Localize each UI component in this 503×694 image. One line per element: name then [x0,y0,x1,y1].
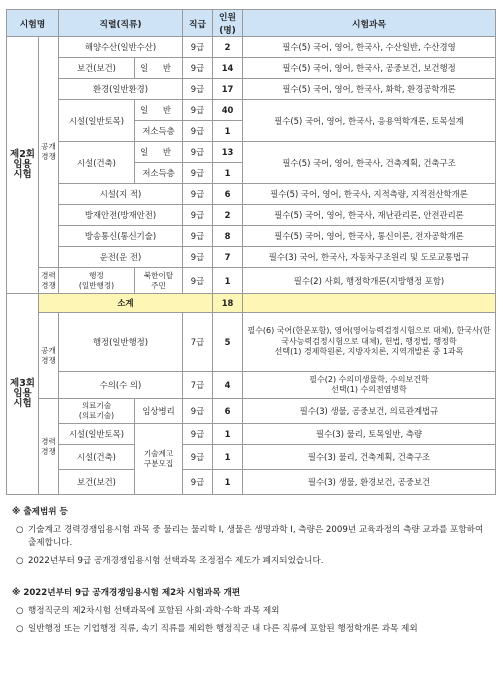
note-item: ○ 기술계고 경력경쟁임용시험 과목 중 물리는 물리학 Ⅰ, 생물은 생명과학 Ⅰ, 측량은 2009년 교육과정의 측량 교과를 포함하여 출제합니다. [16,525,484,548]
table-row: 저소득층 9급 1 [7,121,496,142]
header-subjects: 시험과목 [243,10,496,37]
table-row: 경력 경쟁 의료기술 (의료기술) 임상병리 9급 6 필수(3) 생물, 공중보건, 의료관계법규 [7,399,496,424]
table-row: 공개 경쟁 행정(일반행정) 7급 5 필수(6) 국어(한문포함), 영어(영어능력검정시험으로 대체), 한국사(한국사능력검정시험으로 대체), 헌법, 행정법, 행정학 선택(1) 경제학원론, 지방자치론, 지역개발론 중 1과목 [7,313,496,372]
round2-label: 제2회 임용 시험 [7,37,39,294]
table-row: 시설(건축) 9급 1 필수(3) 물리, 건축계획, 건축구조 [7,445,496,470]
subtotal-row: 제3회 임용 시험 소계 18 [7,294,496,313]
table-row: 저소득층 9급 1 [7,163,496,184]
notes-section [12,506,492,641]
table-row: 시설(일반토목) 일 반 9급 40 필수(5) 국어, 영어, 한국사, 응용역학개론, 토목설계 [7,100,496,121]
table-header-row [7,10,496,37]
note-item: ○ 일반행정 또는 기업행정 직류, 속기 직류를 제외한 행정직군 내 다른 직류에 포함된 행정학개론 과목 제외 [16,624,418,634]
table-row: 수의(수 의) 7급 4 필수(2) 수의미생물학, 수의보건학 선택(1) 수의전염병학 [7,372,496,399]
table-row: 경력 경쟁 행정 (일반행정) 북한이탈 주민 9급 1 필수(2) 사회, 행정학개론(지방행정 포함) [7,268,496,294]
table-row: 시설(건축) 일 반 9급 13 필수(5) 국어, 영어, 한국사, 건축계획, 건축구조 [7,142,496,163]
round3-label: 제3회 임용 시험 [7,294,39,495]
note-item: ○ 2022년부터 9급 공개경쟁임용시험 선택과목 조정점수 제도가 폐지되었습니다. [16,556,324,566]
table-row: 시설(일반토목) 기술계고 구분모집 9급 1 필수(3) 물리, 토목일반, 측량 [7,424,496,445]
scope-title: ※ 출제범위 등 [12,507,68,517]
round3-public-label: 공개 경쟁 [39,313,59,399]
round2-career-label: 경력 경쟁 [39,268,59,294]
header-position: 직렬(직류) [59,10,183,37]
table-row: 보건(보건) 일 반 9급 14 필수(5) 국어, 영어, 한국사, 공중보건, 보건행정 [7,58,496,79]
table-row: 시설(지 적) 9급 6 필수(5) 국어, 영어, 한국사, 지적측량, 지적전산학개론 [7,184,496,205]
exam-subjects-table [6,9,496,495]
table-row: 환경(일반환경) 9급 17 필수(5) 국어, 영어, 한국사, 화학, 환경공학개론 [7,79,496,100]
header-grade: 직급 [183,10,213,37]
header-count: 인원(명) [213,10,243,37]
reform-title: ※ 2022년부터 9급 공개경쟁임용시험 제2차 시험과목 개편 [12,588,241,598]
note-item: ○ 행정직군의 제2차시험 선택과목에 포함된 사회·과학·수학 과목 제외 [16,606,280,616]
round3-career-label: 경력 경쟁 [39,399,59,495]
table-row: 운전(운 전) 9급 7 필수(3) 국어, 한국사, 자동차구조원리 및 도로교통법규 [7,247,496,268]
table-row: 보건(보건) 9급 1 필수(3) 생물, 환경보건, 공중보건 [7,470,496,495]
round2-public-label: 공개 경쟁 [39,37,59,268]
header-round: 시험명 [7,10,59,37]
table-row: 방재안전(방재안전) 9급 2 필수(5) 국어, 영어, 한국사, 재난관리론, 안전관리론 [7,205,496,226]
table-row: 제2회 임용 시험 공개 경쟁 해양수산(일반수산) 9급 2 필수(5) 국어, 영어, 한국사, 수산일반, 수산경영 [7,37,496,58]
table-row: 방송통신(통신기술) 9급 8 필수(5) 국어, 영어, 한국사, 통신이론, 전자공학개론 [7,226,496,247]
